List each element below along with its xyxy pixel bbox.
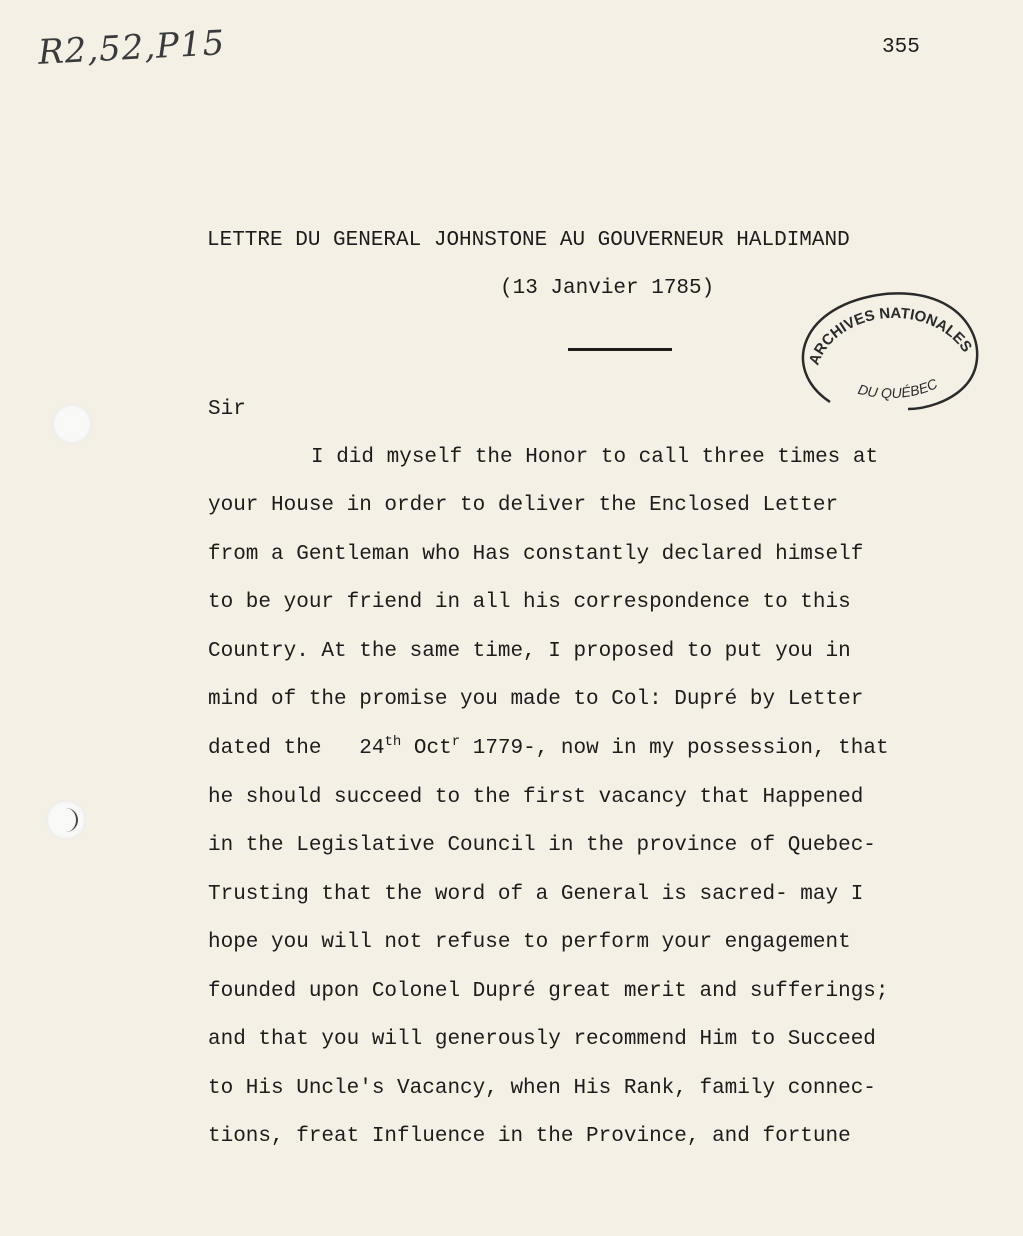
dated-day-sup: th — [384, 734, 402, 750]
body-line: I did myself the Honor to call three times at — [311, 446, 879, 469]
body-line: he should succeed to the first vacancy that Happened — [208, 786, 864, 809]
archives-stamp — [790, 274, 990, 424]
body-line: your House in order to deliver the Enclosed Letter — [208, 494, 839, 517]
body-line: hope you will not refuse to perform your engagement — [208, 931, 851, 954]
svg-text:ARCHIVES NATIONALES — [806, 305, 975, 368]
dated-suffix: 1779-, now in my possession, that — [472, 737, 889, 760]
stamp-bottom-text: DU QUÉBEC — [856, 375, 940, 402]
body-line-dated — [208, 734, 889, 760]
body-line: from a Gentleman who Has constantly declared himself — [208, 543, 864, 566]
body-line: mind of the promise you made to Col: Dupré by Letter — [208, 688, 864, 711]
body-line: tions, freat Influence in the Province, and fortune — [208, 1125, 851, 1148]
stamp-top-text: ARCHIVES NATIONALES — [805, 304, 976, 368]
document-date: (13 Janvier 1785) — [500, 277, 715, 300]
salutation: Sir — [208, 398, 246, 421]
dated-month-sup: r — [451, 734, 461, 750]
body-line: to be your friend in all his correspondence to this — [208, 591, 851, 614]
body-line: Trusting that the word of a General is sacred- may I — [208, 883, 864, 906]
body-line: Country. At the same time, I proposed to put you in — [208, 640, 851, 663]
dated-month: Oct — [413, 737, 452, 760]
body-line: to His Uncle's Vacancy, when His Rank, family connec- — [208, 1077, 876, 1100]
dated-day: 24 — [359, 737, 385, 760]
dated-prefix: dated the — [208, 737, 322, 760]
body-line: in the Legislative Council in the province of Quebec- — [208, 834, 876, 857]
body-line: founded upon Colonel Dupré great merit and sufferings; — [208, 980, 889, 1003]
title-divider — [568, 348, 672, 351]
document-title: LETTRE DU GENERAL JOHNSTONE AU GOUVERNEUR HALDIMAND — [207, 229, 850, 252]
handwritten-reference: R2,52,P15 — [37, 23, 227, 73]
svg-text:DU QUÉBEC — [856, 375, 940, 401]
page-number: 355 — [882, 36, 920, 59]
punch-hole — [46, 800, 86, 840]
punch-hole — [52, 404, 92, 444]
body-line: and that you will generously recommend Him to Succeed — [208, 1028, 876, 1051]
